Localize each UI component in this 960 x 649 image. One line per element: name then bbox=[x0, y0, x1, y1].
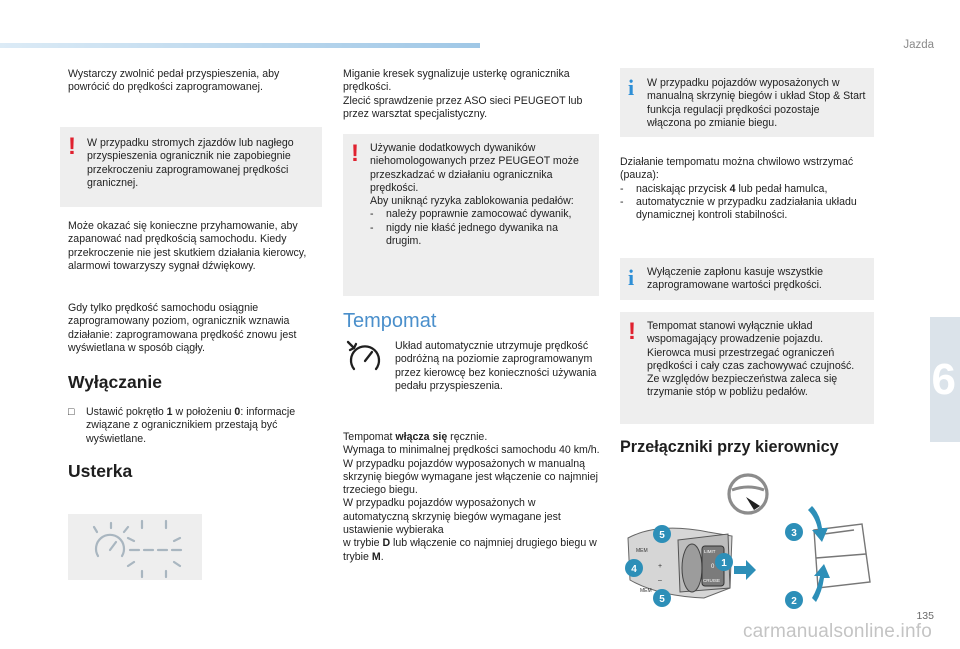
warning-text-3: Tempomat stanowi wyłącznie układ wspomagający prowadzenie pojazdu. Kierowca musi przestrzegać ograniczeń prędkości i cały czas zachowywać czujność. Ze względów bezpieczeństwa zaleca się trzymanie stóp w pobliżu pedałów. bbox=[647, 320, 855, 399]
switch-label-limit: LIMIT bbox=[704, 549, 716, 554]
chapter-number: 6 bbox=[931, 355, 956, 404]
limiter-fault-icon bbox=[68, 514, 202, 580]
info-text-1: W przypadku pojazdów wyposażonych w manualną skrzynię biegów i układ Stop & Start funkcja regulacji prędkości pozostaje włączona po zmianie biegu. bbox=[647, 77, 866, 129]
bullet-text-post: : informacje związane z ogranicznikiem przestają być wyświetlane. bbox=[86, 406, 296, 445]
warning-icon: ! bbox=[68, 133, 76, 160]
switch-label-cruise: CRUISE bbox=[703, 578, 721, 583]
top-accent-bar bbox=[0, 43, 480, 48]
tempomat-activation-line bbox=[343, 431, 603, 444]
steering-switch-diagram bbox=[618, 470, 878, 610]
watermark: carmanualsonline.info bbox=[742, 621, 932, 642]
section-label: Jazda bbox=[903, 39, 934, 51]
warning-list bbox=[370, 208, 591, 248]
fault-display-image bbox=[68, 514, 202, 580]
warning-text-1: W przypadku stromych zjazdów lub nagłego przyspieszenia ogranicznik nie zapobiegnie przekroczeniu zaprogramowanej prędkości granicznej. bbox=[87, 137, 294, 189]
callout-5-bottom bbox=[653, 589, 671, 607]
p4-pre: w trybie bbox=[343, 537, 383, 550]
warning-icon: ! bbox=[351, 140, 359, 167]
svg-text:1: 1 bbox=[721, 558, 727, 569]
tempomat-intro: Układ automatycznie utrzymuje prędkość podróżną na poziomie zaprogramowanym przez kierowcę bez konieczności używania pedału przyspieszenia. bbox=[395, 340, 597, 392]
callout-5-top bbox=[653, 525, 671, 543]
checkbox-bullet-icon: □ bbox=[68, 406, 75, 418]
item1-bold: 4 bbox=[729, 182, 736, 195]
p4-post: . bbox=[380, 550, 384, 563]
warning-list-item: - nigdy nie kłaść jednego dywanika na drugim. bbox=[370, 222, 591, 249]
info-box-1 bbox=[620, 68, 874, 137]
p2-pre: Tempomat bbox=[343, 431, 396, 443]
p2-bold: włącza się bbox=[395, 431, 448, 443]
p4-bold-2: M bbox=[371, 550, 381, 563]
warning-icon: ! bbox=[628, 318, 636, 345]
switch-label-zero: 0 bbox=[711, 564, 715, 570]
switch-label-plus: + bbox=[658, 563, 663, 570]
item1-post: lub pedał hamulca, bbox=[735, 182, 828, 195]
col2-paragraph-1: Miganie kresek sygnalizuje usterkę ogranicznika prędkości. Zlecić sprawdzenie przez ASO sieci PEUGEOT lub przez warsztat specjalistyczny. bbox=[343, 68, 583, 120]
heading-wylaczanie: Wyłączanie bbox=[68, 372, 163, 392]
warning-text-2: Używanie dodatkowych dywaników niehomologowanych przez PEUGEOT może przeszkadzać w działaniu ogranicznika prędkości. Aby uniknąć ryzyka zablokowania pedałów: bbox=[370, 142, 579, 208]
bullet-wylaczanie bbox=[68, 406, 322, 446]
warning-body-2 bbox=[370, 142, 591, 248]
info-icon: i bbox=[628, 265, 635, 290]
tempomat-requirements: Wymaga to minimalnej prędkości samochodu 40 km/h. W przypadku pojazdów wyposażonych w manualną skrzynię biegów wymagane jest włączenie co najmniej trzeciego biegu. W przypadku pojazdów wyposażonych w automatyczną skrzynię biegów wymagane jest ustawienie wybieraka bbox=[343, 444, 600, 537]
item1-pre: naciskając przycisk bbox=[636, 182, 730, 195]
svg-text:3: 3 bbox=[791, 528, 797, 539]
warning-list-item: - należy poprawnie zamocować dywanik, bbox=[370, 208, 591, 221]
bullet-text-pre: Ustawić pokrętło bbox=[86, 406, 167, 418]
p4-bold-1: D bbox=[382, 537, 391, 550]
p4-mid: lub włączenie co najmniej drugiego biegu w trybie bbox=[343, 537, 597, 563]
callout-3 bbox=[785, 523, 803, 541]
pause-list-item: - automatycznie w przypadku zadziałania układu dynamicznej kontroli stabilności. bbox=[620, 196, 878, 223]
info-text-2: Wyłączenie zapłonu kasuje wszystkie zaprogramowane wartości prędkości. bbox=[647, 266, 823, 292]
steering-wheel-icon bbox=[729, 475, 767, 513]
heading-przelaczniki: Przełączniki przy kierownicy bbox=[620, 438, 839, 456]
warning-box-2 bbox=[343, 134, 599, 296]
pause-intro: Działanie tempomatu można chwilowo wstrzymać (pauza): bbox=[620, 156, 854, 182]
switch-label-minus: – bbox=[658, 577, 662, 584]
heading-usterka: Usterka bbox=[68, 461, 133, 481]
switch-label-mem: MEM bbox=[636, 548, 648, 554]
pause-list-item bbox=[620, 183, 878, 196]
bullet-bold-1: 1 bbox=[166, 406, 173, 418]
tempomat-auto-gear bbox=[343, 537, 603, 564]
col1-paragraph-2: Może okazać się konieczne przyhamowanie, aby zapanować nad prędkością samochodu. Kiedy przekroczenie nie jest skutkiem działania kierowcy, alarmowi towarzyszy sygnał dźwiękowy. bbox=[68, 220, 307, 272]
tempomat-activation bbox=[343, 431, 603, 564]
pause-info bbox=[620, 156, 878, 222]
warning-box-3 bbox=[620, 312, 874, 424]
page-number: 135 bbox=[916, 610, 934, 622]
svg-text:5: 5 bbox=[659, 594, 665, 605]
svg-text:2: 2 bbox=[791, 596, 797, 607]
pause-list bbox=[620, 183, 878, 223]
p2-post: ręcznie. bbox=[447, 431, 488, 443]
warning-box-1 bbox=[60, 127, 322, 207]
cruise-control-icon bbox=[345, 338, 385, 378]
svg-text:5: 5 bbox=[659, 530, 665, 541]
bullet-bold-2: 0 bbox=[234, 406, 241, 418]
col1-paragraph-1: Wystarczy zwolnić pedał przyspieszenia, aby powrócić do prędkości zaprogramowanej. bbox=[68, 68, 280, 94]
switch-label-mem-2: MEM bbox=[640, 588, 652, 594]
info-icon: i bbox=[628, 75, 635, 100]
col1-paragraph-3: Gdy tylko prędkość samochodu osiągnie zaprogramowany poziom, ogranicznik wznawia działanie: zaprogramowana prędkość znowu jest wyświetlana w sposób ciągły. bbox=[68, 302, 297, 354]
callout-2 bbox=[785, 591, 803, 609]
callout-4 bbox=[625, 559, 643, 577]
heading-tempomat: Tempomat bbox=[343, 310, 437, 332]
info-box-2 bbox=[620, 258, 874, 300]
callout-1 bbox=[715, 553, 733, 571]
svg-text:4: 4 bbox=[631, 564, 637, 575]
bullet-text-mid: w położeniu bbox=[172, 406, 235, 418]
